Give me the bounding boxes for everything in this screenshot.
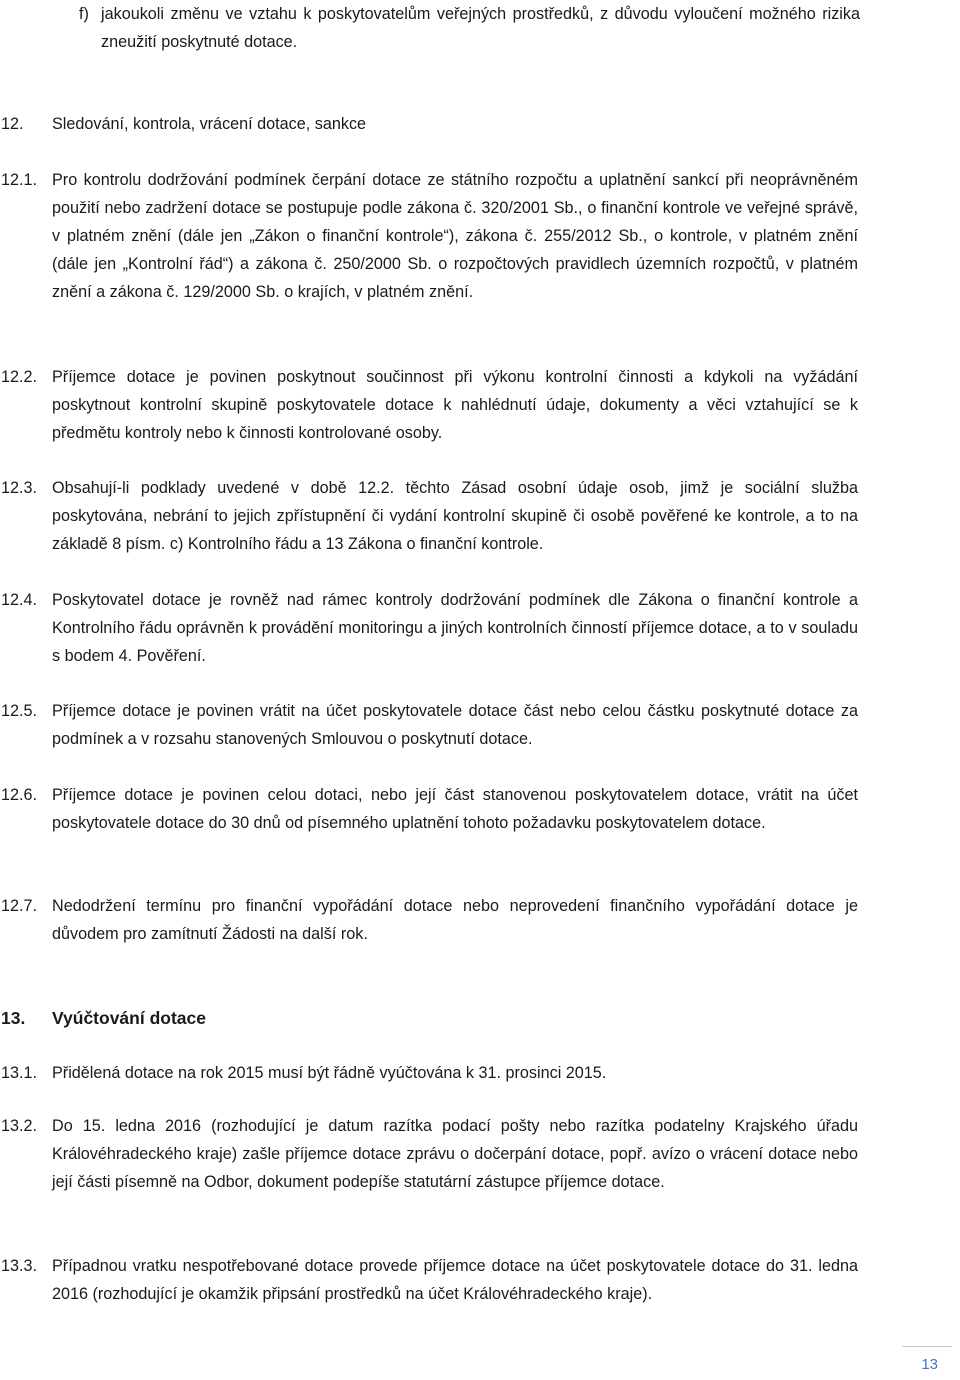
paragraph-text: Nedodržení termínu pro finanční vypořádání dotace nebo neprovedení finančního vypořádání dotace je důvodem pro zamítnutí Žádosti na další rok.: [52, 897, 858, 943]
paragraph-number: 12.7.: [1, 897, 38, 915]
section-title: Vyúčtování dotace: [52, 1008, 206, 1028]
paragraph-number: 12.4.: [1, 591, 38, 609]
paragraph-text: Do 15. ledna 2016 (rozhodující je datum razítka podací pošty nebo razítka podatelny Krajského úřadu Královéhradeckého kraje) zašle příjemce dotace zprávu o dočerpání dotace, popř. avízo o vrácení dotace nebo její části písemně na Odbor, dokument podepíše statutární zástupce příjemce dotace.: [52, 1117, 858, 1191]
footer-divider: [902, 1346, 952, 1347]
paragraph-number: 12.1.: [1, 171, 38, 189]
paragraph-text: Obsahují-li podklady uvedené v době 12.2. těchto Zásad osobní údaje osob, jimž je sociální služba poskytována, nebrání to jejich zpřístupnění či vydání kontrolní skupině či osobě pověřené ke kontrole, a to na základě 8 písm. c) Kontrolního řádu a 13 Zákona o finanční kontrole.: [52, 479, 858, 553]
paragraph-text: Příjemce dotace je povinen celou dotaci, nebo její část stanovenou poskytovatelem dotace, vrátit na účet poskytovatele dotace do 30 dnů od písemného uplatnění tohoto požadavku poskytovatelem dotace.: [52, 786, 858, 832]
section-13-heading: [0, 1004, 960, 1032]
paragraph-number: 12.3.: [1, 479, 38, 497]
paragraph-text: Poskytovatel dotace je rovněž nad rámec kontroly dodržování podmínek dle Zákona o finanční kontrole a Kontrolního řádu oprávněn k provádění monitoringu a jiných kontrolních činností příjemce dotace, a to v souladu s bodem 4. Pověření.: [52, 591, 858, 665]
paragraph-number: 12.6.: [1, 786, 38, 804]
section-number: 12.: [1, 115, 24, 133]
paragraph-text: Příjemce dotace je povinen vrátit na účet poskytovatele dotace část nebo celou částku poskytnuté dotace za podmínek a v rozsahu stanovených Smlouvou o poskytnutí dotace.: [52, 702, 858, 748]
section-number: 13.: [1, 1008, 26, 1028]
list-item-label: f): [79, 5, 89, 23]
section-12-heading: [0, 110, 960, 138]
list-item-text: jakoukoli změnu ve vztahu k poskytovatelům veřejných prostředků, z důvodu vyloučení možného rizika zneužití poskytnuté dotace.: [101, 5, 860, 51]
paragraph-number: 12.5.: [1, 702, 38, 720]
list-item-f: [79, 0, 860, 56]
paragraph-text: Případnou vratku nespotřebované dotace provede příjemce dotace na účet poskytovatele dotace do 31. ledna 2016 (rozhodující je okamžik připsání prostředků na účet Královéhradeckého kraje).: [52, 1257, 858, 1303]
paragraph-text: Příjemce dotace je povinen poskytnout součinnost při výkonu kontrolní činnosti a kdykoli na vyžádání poskytnout kontrolní skupině poskytovatele dotace k nahlédnutí údaje, dokumenty a věci vztahující se k předmětu kontroly nebo k činnosti kontrolované osoby.: [52, 368, 858, 442]
paragraph-text: Pro kontrolu dodržování podmínek čerpání dotace ze státního rozpočtu a uplatnění sankcí při neoprávněném použití nebo zadržení dotace se postupuje podle zákona č. 320/2001 Sb., o finanční kontrole ve veřejné správě, v platném znění (dále jen „Zákon o finanční kontrole“), zákona č. 255/2012 Sb., o kontrole, v platném znění (dále jen „Kontrolní řád“) a zákona č. 250/2000 Sb. o rozpočtových pravidlech územních rozpočtů, v platném znění a zákona č. 129/2000 Sb. o krajích, v platném znění.: [52, 171, 858, 301]
paragraph-number: 13.1.: [1, 1064, 38, 1082]
paragraph-number: 12.2.: [1, 368, 38, 386]
paragraph-text: Přidělená dotace na rok 2015 musí být řádně vyúčtována k 31. prosinci 2015.: [52, 1064, 607, 1082]
page-number: 13: [921, 1356, 938, 1373]
paragraph-number: 13.2.: [1, 1117, 38, 1135]
section-title: Sledování, kontrola, vrácení dotace, sankce: [52, 115, 367, 133]
paragraph-number: 13.3.: [1, 1257, 38, 1275]
